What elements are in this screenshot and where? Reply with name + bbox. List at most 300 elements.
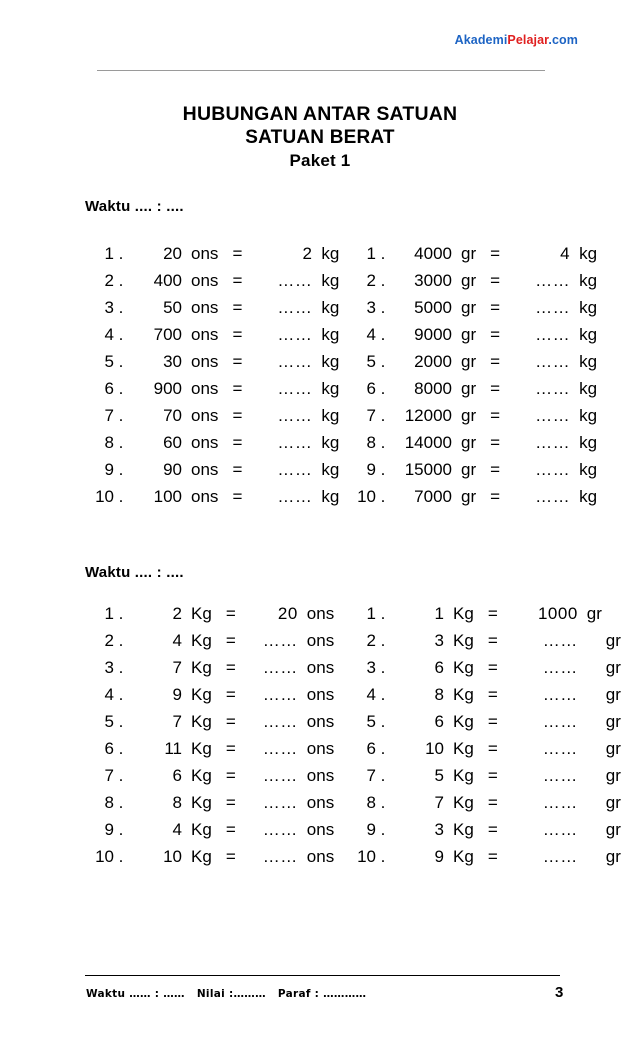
section-label-2: Waktu .... : .... <box>85 564 184 581</box>
item-unit-from: ons <box>191 460 219 479</box>
exercise-row <box>350 271 612 298</box>
exercise-row <box>350 847 621 874</box>
item-equals: = <box>232 487 243 506</box>
exercise-row <box>88 847 350 874</box>
exercise-row <box>350 487 612 514</box>
item-unit-to: kg <box>321 352 340 371</box>
item-equals: = <box>232 460 243 479</box>
item-unit-to: ons <box>306 685 335 704</box>
exercise-row <box>350 631 621 658</box>
item-equals: = <box>232 433 243 452</box>
item-answer-blank[interactable]: …… <box>277 487 313 506</box>
item-unit-from: gr <box>461 325 477 344</box>
item-value: 100 <box>153 487 182 506</box>
item-value: 3000 <box>414 271 452 290</box>
item-answer-blank[interactable]: …… <box>542 766 578 785</box>
item-dot: . <box>118 658 124 677</box>
item-equals: = <box>490 244 501 263</box>
item-unit-to: ons <box>306 604 335 623</box>
item-value: 11 <box>164 739 182 758</box>
item-unit-from: gr <box>461 460 477 479</box>
item-answer-blank[interactable]: …… <box>535 379 571 398</box>
item-unit-from: ons <box>191 379 219 398</box>
item-unit-from: gr <box>461 406 477 425</box>
item-dot: . <box>118 406 124 425</box>
item-number: 3 <box>104 658 114 677</box>
exercise-row <box>88 487 350 514</box>
item-answer-blank[interactable]: …… <box>542 847 578 866</box>
item-equals: = <box>487 631 498 650</box>
item-unit-to: kg <box>579 325 598 344</box>
item-dot: . <box>380 793 386 812</box>
item-value: 6 <box>172 766 182 785</box>
item-unit-from: gr <box>461 379 477 398</box>
item-dot: . <box>380 298 386 317</box>
item-equals: = <box>225 712 236 731</box>
section-label-1: Waktu .... : .... <box>85 198 184 215</box>
item-equals: = <box>225 685 236 704</box>
item-answer-blank[interactable]: …… <box>535 271 571 290</box>
item-unit-from: Kg <box>453 658 474 677</box>
item-value: 8000 <box>414 379 452 398</box>
item-value: 9 <box>434 847 444 866</box>
item-dot: . <box>118 244 124 263</box>
item-answer-blank[interactable]: …… <box>277 271 313 290</box>
item-unit-to: ons <box>306 658 335 677</box>
item-unit-to: gr <box>605 793 621 812</box>
exercise-row <box>350 244 612 271</box>
item-number: 10 <box>357 487 376 506</box>
item-equals: = <box>225 847 236 866</box>
item-value: 12000 <box>404 406 452 425</box>
exercise-row <box>88 379 350 406</box>
exercise-row <box>350 325 612 352</box>
item-value: 400 <box>153 271 182 290</box>
exercise-row <box>350 604 612 631</box>
item-unit-to: ons <box>306 739 335 758</box>
item-unit-from: gr <box>461 298 477 317</box>
item-unit-to: kg <box>321 433 340 452</box>
item-dot: . <box>118 739 124 758</box>
item-equals: = <box>487 793 498 812</box>
item-answer-blank[interactable]: …… <box>277 325 313 344</box>
item-dot: . <box>118 271 124 290</box>
item-dot: . <box>380 433 386 452</box>
exercise-block-1 <box>0 244 640 514</box>
item-number: 6 <box>366 739 376 758</box>
item-equals: = <box>490 433 501 452</box>
item-number: 8 <box>366 433 376 452</box>
item-number: 9 <box>366 820 376 839</box>
item-dot: . <box>118 631 124 650</box>
item-answer-blank[interactable]: …… <box>262 658 298 677</box>
item-unit-to: kg <box>579 271 598 290</box>
item-number: 6 <box>104 739 114 758</box>
item-dot: . <box>118 325 124 344</box>
item-unit-to: gr <box>586 604 602 623</box>
item-equals: = <box>487 820 498 839</box>
item-equals: = <box>225 604 236 623</box>
item-unit-to: gr <box>605 847 621 866</box>
item-equals: = <box>232 325 243 344</box>
item-equals: = <box>232 352 243 371</box>
item-unit-to: kg <box>321 271 340 290</box>
item-dot: . <box>380 325 386 344</box>
item-number: 1 <box>104 604 114 623</box>
item-dot: . <box>380 658 386 677</box>
item-dot: . <box>380 766 386 785</box>
item-dot: . <box>118 604 124 623</box>
item-unit-to: kg <box>321 298 340 317</box>
item-number: 8 <box>104 793 114 812</box>
item-equals: = <box>225 820 236 839</box>
item-value: 20 <box>163 244 182 263</box>
item-equals: = <box>490 325 501 344</box>
item-value: 6 <box>434 658 444 677</box>
item-value: 4 <box>172 820 182 839</box>
item-number: 10 <box>95 847 114 866</box>
exercise-row <box>88 712 350 739</box>
item-unit-from: ons <box>191 352 219 371</box>
item-dot: . <box>380 739 386 758</box>
exercise-row <box>350 766 621 793</box>
item-answer-blank[interactable]: …… <box>535 298 571 317</box>
item-equals: = <box>225 766 236 785</box>
item-value: 8 <box>434 685 444 704</box>
item-unit-to: ons <box>306 766 335 785</box>
item-unit-from: Kg <box>453 766 474 785</box>
item-value: 10 <box>425 739 444 758</box>
item-number: 7 <box>366 766 376 785</box>
item-answer-blank[interactable]: …… <box>262 739 298 758</box>
item-answer-blank[interactable]: …… <box>542 793 578 812</box>
item-unit-to: kg <box>579 244 598 263</box>
item-equals: = <box>225 739 236 758</box>
exercise-row <box>88 631 350 658</box>
item-unit-from: Kg <box>453 793 474 812</box>
exercise-row <box>350 793 621 820</box>
item-unit-from: gr <box>461 352 477 371</box>
item-unit-to: kg <box>321 379 340 398</box>
item-value: 1 <box>434 604 444 623</box>
exercise-row <box>88 244 350 271</box>
item-number: 7 <box>104 406 114 425</box>
item-answer-blank[interactable]: …… <box>535 325 571 344</box>
item-number: 4 <box>104 685 114 704</box>
item-dot: . <box>118 298 124 317</box>
item-dot: . <box>118 766 124 785</box>
item-answer-blank[interactable]: …… <box>262 766 298 785</box>
item-answer-blank[interactable]: …… <box>262 631 298 650</box>
exercise-block-2 <box>0 604 640 874</box>
item-answer-blank[interactable]: …… <box>542 685 578 704</box>
item-unit-to: gr <box>605 739 621 758</box>
exercise-row <box>350 406 612 433</box>
item-value: 7 <box>434 793 444 812</box>
item-value: 4000 <box>414 244 452 263</box>
item-dot: . <box>380 847 386 866</box>
item-number: 2 <box>366 631 376 650</box>
item-unit-from: ons <box>191 298 219 317</box>
item-equals: = <box>487 712 498 731</box>
item-equals: = <box>490 379 501 398</box>
item-answer-blank[interactable]: …… <box>262 820 298 839</box>
item-unit-from: Kg <box>191 604 212 623</box>
exercise-row <box>88 766 350 793</box>
item-unit-from: Kg <box>453 685 474 704</box>
item-number: 4 <box>366 685 376 704</box>
item-equals: = <box>232 271 243 290</box>
item-dot: . <box>380 712 386 731</box>
item-value: 15000 <box>404 460 452 479</box>
exercise-row <box>88 460 350 487</box>
item-answer-blank[interactable]: …… <box>262 685 298 704</box>
item-number: 7 <box>104 766 114 785</box>
item-unit-from: gr <box>461 244 477 263</box>
item-answer-blank[interactable]: …… <box>277 433 313 452</box>
item-unit-from: ons <box>191 487 219 506</box>
exercise-row <box>350 658 621 685</box>
exercise-row <box>350 685 621 712</box>
item-dot: . <box>380 604 386 623</box>
item-answer-blank[interactable]: …… <box>262 712 298 731</box>
item-equals: = <box>487 739 498 758</box>
item-unit-from: Kg <box>191 766 212 785</box>
item-dot: . <box>380 406 386 425</box>
item-number: 3 <box>366 658 376 677</box>
footer-waktu-field[interactable]: Waktu …… : …… <box>86 988 185 1000</box>
item-number: 9 <box>104 820 114 839</box>
item-answer-blank[interactable]: …… <box>277 406 313 425</box>
item-number: 5 <box>366 712 376 731</box>
item-value: 900 <box>153 379 182 398</box>
item-value: 9 <box>172 685 182 704</box>
item-unit-to: kg <box>579 487 598 506</box>
header-divider <box>97 70 545 71</box>
exercise-row <box>350 433 612 460</box>
item-unit-from: ons <box>191 271 219 290</box>
item-equals: = <box>225 658 236 677</box>
exercise-row <box>350 820 621 847</box>
exercise-row <box>88 352 350 379</box>
item-number: 1 <box>366 244 376 263</box>
exercise-row <box>350 712 621 739</box>
item-unit-to: kg <box>321 460 340 479</box>
exercise-row <box>88 739 350 766</box>
item-dot: . <box>380 631 386 650</box>
item-unit-to: gr <box>605 685 621 704</box>
footer-divider <box>85 975 560 976</box>
item-answer-blank[interactable]: …… <box>542 658 578 677</box>
title-line-1: HUBUNGAN ANTAR SATUAN <box>182 103 458 125</box>
item-unit-from: gr <box>461 271 477 290</box>
item-number: 4 <box>104 325 114 344</box>
item-unit-from: ons <box>191 244 219 263</box>
item-dot: . <box>118 433 124 452</box>
item-answer-blank[interactable]: …… <box>542 820 578 839</box>
footer-nilai-field[interactable]: Nilai :……… <box>196 988 266 1000</box>
item-unit-to: kg <box>579 406 598 425</box>
exercise-column-2-right <box>350 604 621 874</box>
item-equals: = <box>232 406 243 425</box>
item-unit-from: Kg <box>453 631 474 650</box>
item-unit-to: ons <box>306 847 335 866</box>
item-value: 6 <box>434 712 444 731</box>
exercise-column-1-right <box>350 244 612 514</box>
item-value: 4 <box>172 631 182 650</box>
item-dot: . <box>118 379 124 398</box>
item-number: 9 <box>104 460 114 479</box>
item-number: 5 <box>104 352 114 371</box>
item-unit-to: kg <box>579 433 598 452</box>
exercise-row <box>350 460 612 487</box>
item-dot: . <box>118 460 124 479</box>
footer-paraf-field[interactable]: Paraf : ………… <box>277 988 367 1000</box>
item-unit-to: gr <box>605 820 621 839</box>
item-unit-to: gr <box>605 631 621 650</box>
item-dot: . <box>118 847 124 866</box>
page-title <box>0 103 640 172</box>
item-equals: = <box>490 460 501 479</box>
item-dot: . <box>380 352 386 371</box>
item-equals: = <box>487 847 498 866</box>
item-value: 5 <box>434 766 444 785</box>
item-value: 14000 <box>404 433 452 452</box>
item-value: 90 <box>163 460 182 479</box>
item-dot: . <box>380 244 386 263</box>
item-unit-to: kg <box>579 460 598 479</box>
item-answer-blank[interactable]: 1000 <box>537 604 578 623</box>
footer-fields <box>86 988 366 1000</box>
item-equals: = <box>487 604 498 623</box>
item-unit-from: Kg <box>453 847 474 866</box>
item-unit-from: gr <box>461 487 477 506</box>
item-value: 8 <box>172 793 182 812</box>
item-equals: = <box>490 271 501 290</box>
item-number: 7 <box>366 406 376 425</box>
item-unit-from: Kg <box>191 793 212 812</box>
exercise-row <box>88 604 350 631</box>
item-equals: = <box>225 793 236 812</box>
item-answer-blank[interactable]: …… <box>535 487 571 506</box>
exercise-row <box>88 325 350 352</box>
item-unit-from: Kg <box>453 712 474 731</box>
item-answer-blank[interactable]: …… <box>542 739 578 758</box>
item-unit-from: Kg <box>191 631 212 650</box>
item-equals: = <box>487 685 498 704</box>
exercise-row <box>88 658 350 685</box>
item-unit-to: ons <box>306 820 335 839</box>
item-unit-from: Kg <box>191 685 212 704</box>
item-value: 7 <box>172 712 182 731</box>
site-logo <box>455 33 578 47</box>
item-answer-blank[interactable]: 4 <box>560 244 571 263</box>
logo-text-pelajar: Pelajar <box>507 33 549 47</box>
item-unit-to: ons <box>306 712 335 731</box>
exercise-row <box>350 298 612 325</box>
item-unit-from: Kg <box>453 604 474 623</box>
item-value: 3 <box>434 820 444 839</box>
item-answer-blank[interactable]: …… <box>277 379 313 398</box>
item-answer-blank[interactable]: …… <box>542 712 578 731</box>
item-equals: = <box>225 631 236 650</box>
item-answer-blank[interactable]: …… <box>277 352 313 371</box>
item-number: 8 <box>104 433 114 452</box>
item-dot: . <box>118 487 124 506</box>
item-equals: = <box>487 766 498 785</box>
item-number: 4 <box>366 325 376 344</box>
item-unit-from: Kg <box>191 658 212 677</box>
item-unit-to: ons <box>306 631 335 650</box>
item-value: 700 <box>153 325 182 344</box>
exercise-row <box>88 433 350 460</box>
item-answer-blank[interactable]: 2 <box>302 244 313 263</box>
item-value: 2000 <box>414 352 452 371</box>
item-unit-from: Kg <box>191 820 212 839</box>
item-unit-from: Kg <box>453 739 474 758</box>
exercise-column-2-left <box>88 604 350 874</box>
item-value: 10 <box>163 847 182 866</box>
item-value: 5000 <box>414 298 452 317</box>
item-value: 2 <box>172 604 182 623</box>
exercise-row <box>350 352 612 379</box>
item-dot: . <box>118 793 124 812</box>
item-equals: = <box>487 658 498 677</box>
item-unit-to: kg <box>579 379 598 398</box>
item-dot: . <box>380 379 386 398</box>
item-number: 2 <box>366 271 376 290</box>
logo-text-akademi: Akademi <box>454 33 508 47</box>
item-answer-blank[interactable]: …… <box>535 433 571 452</box>
item-equals: = <box>232 244 243 263</box>
item-answer-blank[interactable]: …… <box>277 298 313 317</box>
item-value: 7 <box>172 658 182 677</box>
item-answer-blank[interactable]: …… <box>535 460 571 479</box>
item-value: 50 <box>163 298 182 317</box>
item-unit-from: Kg <box>453 820 474 839</box>
exercise-row <box>88 685 350 712</box>
exercise-row <box>88 820 350 847</box>
item-equals: = <box>490 352 501 371</box>
item-answer-blank[interactable]: …… <box>542 631 578 650</box>
item-answer-blank[interactable]: …… <box>277 460 313 479</box>
item-number: 2 <box>104 631 114 650</box>
exercise-row <box>350 739 621 766</box>
item-answer-blank[interactable]: …… <box>535 352 571 371</box>
item-answer-blank[interactable]: …… <box>262 793 298 812</box>
item-dot: . <box>380 820 386 839</box>
item-unit-to: kg <box>579 352 598 371</box>
page-number: 3 <box>555 984 564 1001</box>
item-dot: . <box>380 685 386 704</box>
item-number: 10 <box>95 487 114 506</box>
item-number: 9 <box>366 460 376 479</box>
item-dot: . <box>118 712 124 731</box>
item-answer-blank[interactable]: 20 <box>277 604 298 623</box>
item-answer-blank[interactable]: …… <box>535 406 571 425</box>
item-unit-to: ons <box>306 793 335 812</box>
exercise-column-1-left <box>88 244 350 514</box>
item-number: 8 <box>366 793 376 812</box>
item-answer-blank[interactable]: …… <box>262 847 298 866</box>
item-equals: = <box>490 406 501 425</box>
item-unit-to: gr <box>605 712 621 731</box>
item-equals: = <box>490 298 501 317</box>
logo-text-dotcom: .com <box>548 33 578 47</box>
item-dot: . <box>118 352 124 371</box>
item-unit-from: ons <box>191 406 219 425</box>
exercise-row <box>88 271 350 298</box>
